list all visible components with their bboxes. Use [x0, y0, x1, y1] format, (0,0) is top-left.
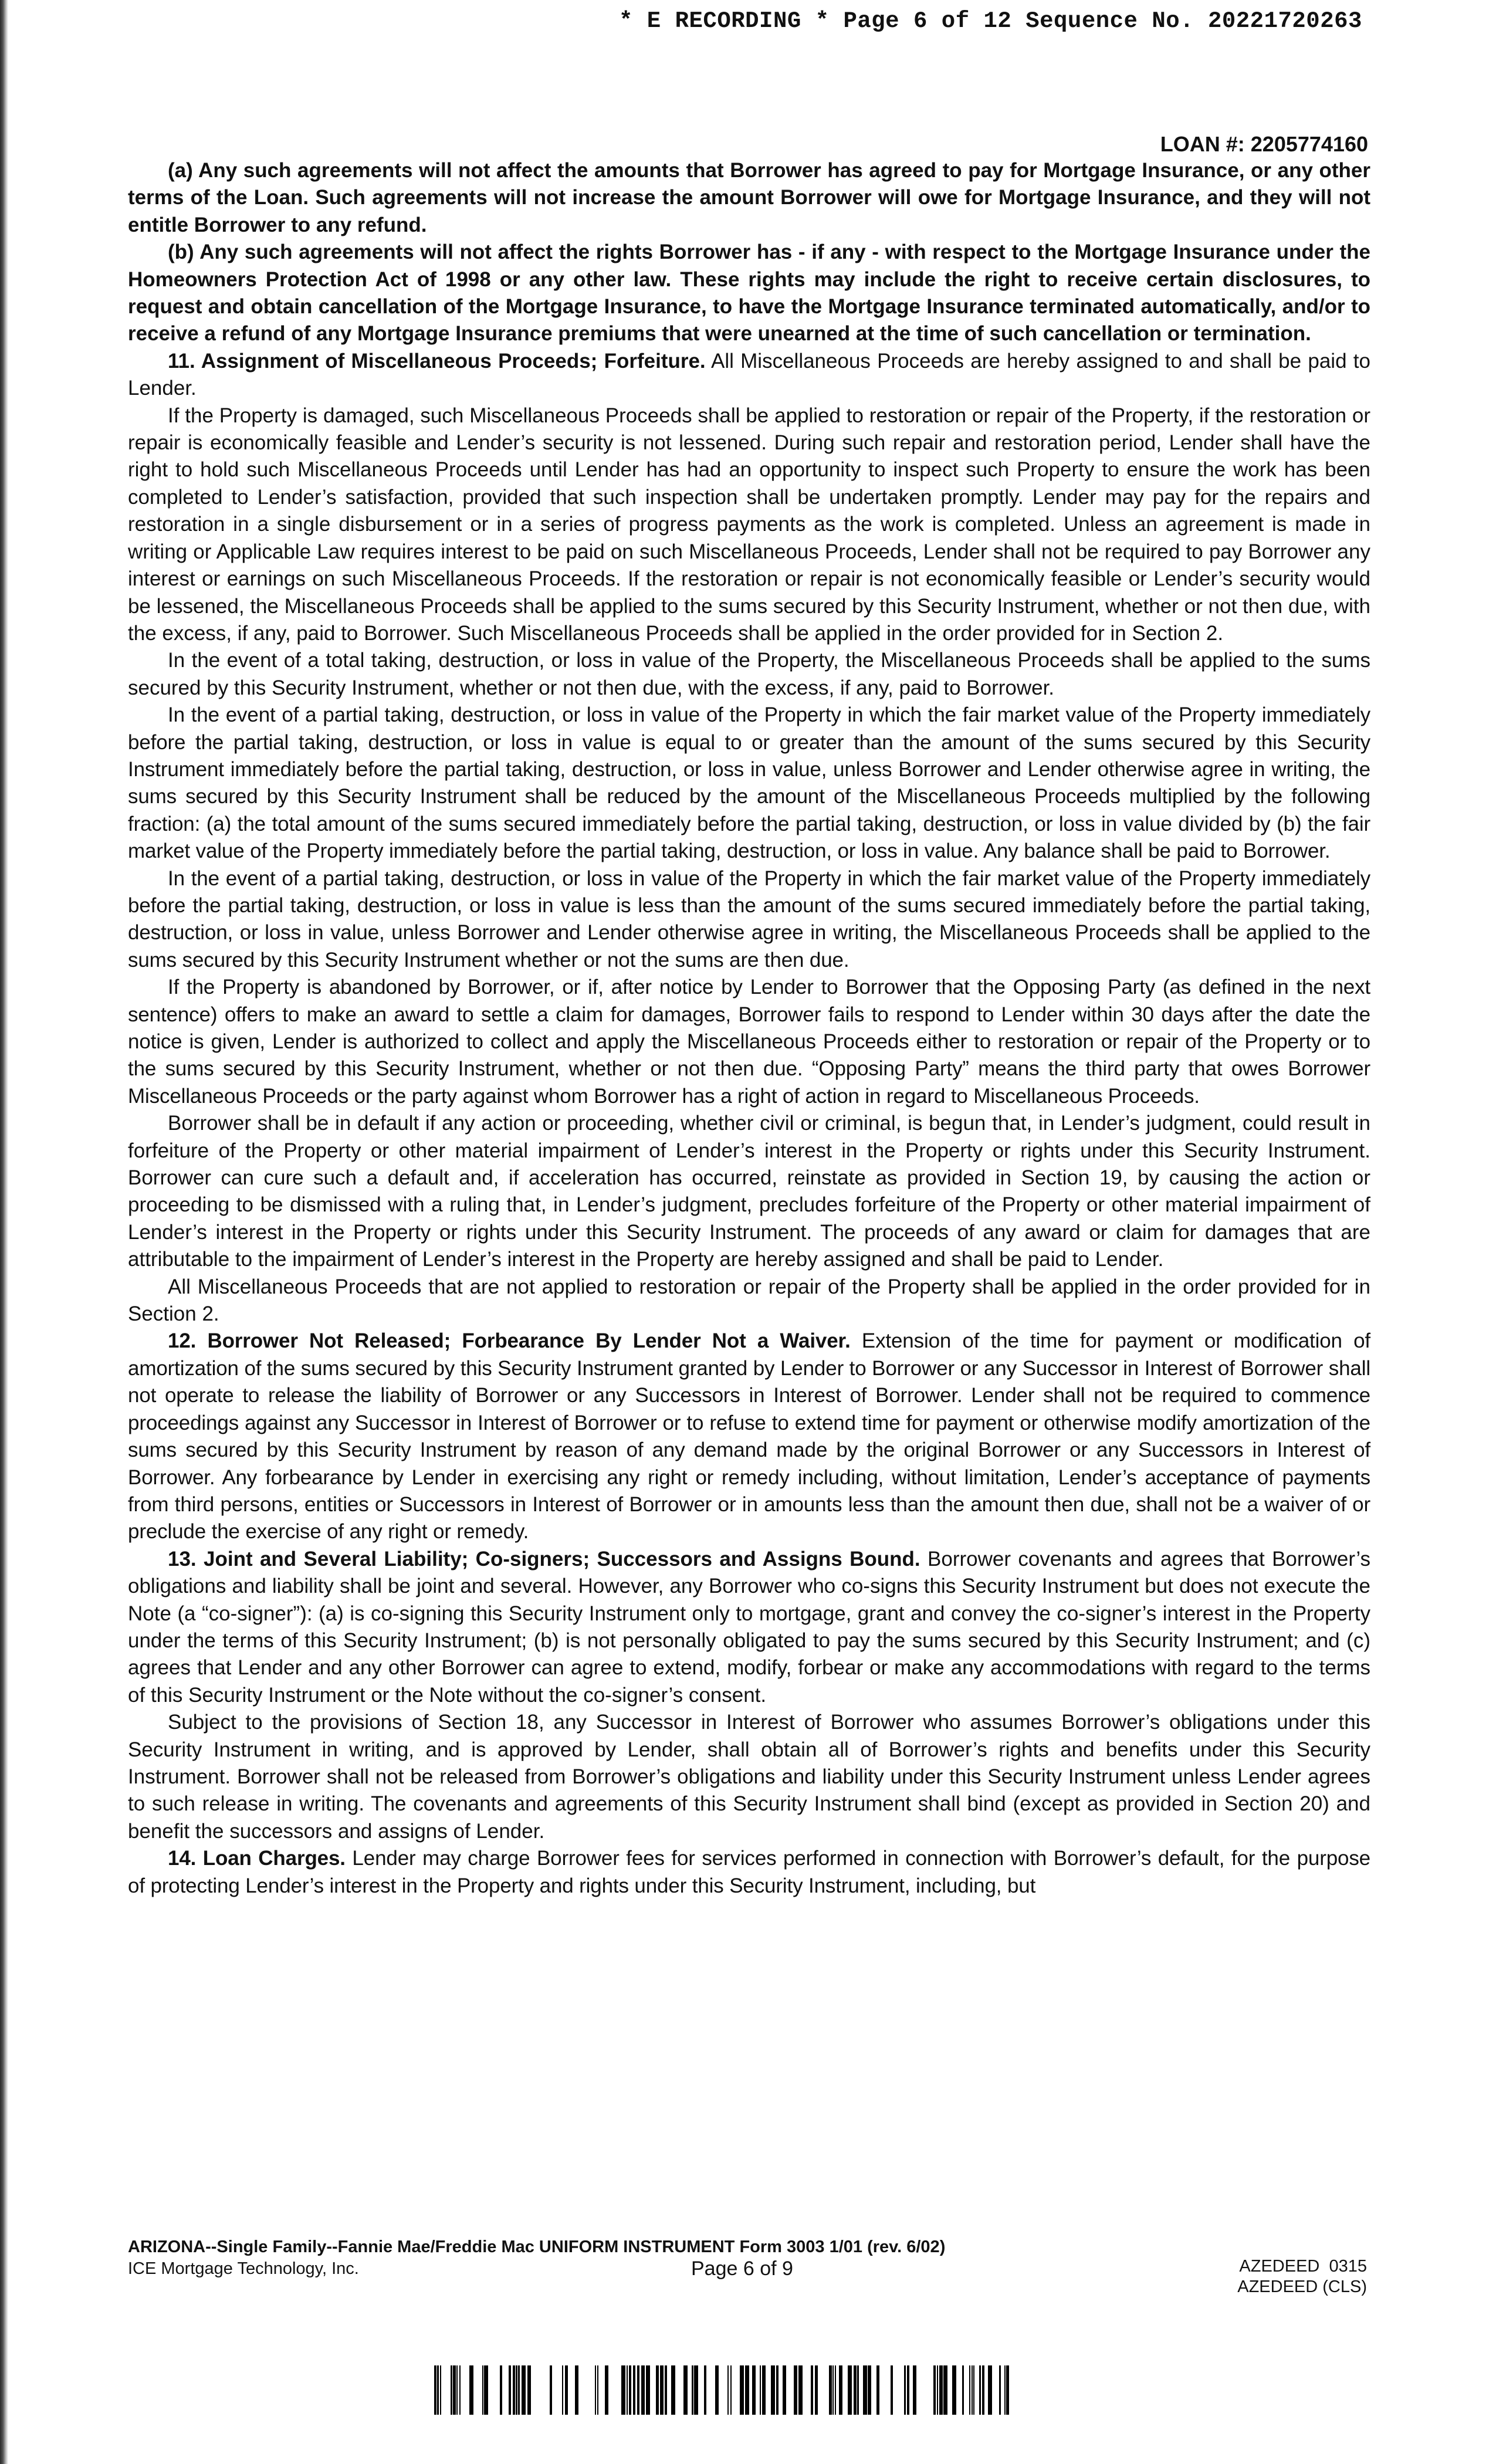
- barcode-bar: [646, 2365, 650, 2415]
- barcode-bar: [982, 2365, 984, 2415]
- barcode-bar: [575, 2365, 578, 2415]
- page-number: Page 6 of 9: [691, 2257, 793, 2280]
- form-code-cls: AZEDEED (CLS): [1237, 2277, 1367, 2296]
- barcode-bar: [988, 2365, 992, 2415]
- barcode-bar: [771, 2365, 775, 2415]
- paragraph-text: Extension of the time for payment or modification of amortization of the sums secured by this Security Instrument granted by Lender to Borrower or any Successor in Interest of Borrower shall not operate to release the liability of Borrower or any Successors in Interest of Borrower. Lender shall not be required to commence proceedings against any Successor in Interest of Borrower or to refuse to extend time for payment or otherwise modify amortization of the sums secured by this Security Instrument by reason of any demand made by the original Borrower or any Successors in Interest of Borrower. Any forbearance by Lender in exercising any right or remedy including, without limitation, Lender’s acceptance of payments from third persons, entities or Successors in Interest of Borrower or in amounts less than the amount then due, shall not be a waiver of or preclude the exercise of any right or remedy.: [128, 1329, 1370, 1544]
- barcode-bar: [459, 2365, 461, 2415]
- barcode-bar: [518, 2365, 520, 2415]
- paragraph-text: Borrower shall be in default if any action or proceeding, whether civil or criminal, is begun that, in Lender’s judgment, could result in forfeiture of the Property or other material impairment of Lender’s interest in the Property or rights under this Security Instrument. Borrower can cure such a default and, if acceleration has occurred, reinstate as provided in Section 19, by causing the action or proceeding to be dismissed with a ruling that, in Lender’s judgment, precludes forfeiture of the Property or other material impairment of Lender’s interest in the Property or rights under this Security Instrument. The proceeds of any award or claim for damages that are attributable to the impairment of Lender’s interest in the Property are hereby assigned and shall be paid to Lender.: [128, 1112, 1370, 1271]
- barcode-bar: [937, 2365, 938, 2415]
- barcode-bar: [839, 2365, 842, 2415]
- barcode-bar: [952, 2365, 956, 2415]
- paragraph-text: Borrower covenants and agrees that Borrower’s obligations and liability shall be joint and several. However, any Borrower who co-signs this Security Instrument but does not execute the Note (a “co-signer”): (a) is co-signing this Security Instrument only to mortgage, grant and convey the co-signer’s interest in the Property under the terms of this Security Instrument; (b) is not personally obligated to pay the sums secured by this Security Instrument; and (c) agrees that Lender and any other Borrower can agree to extend, modify, forbear or make any accommodations with regard to the terms of this Security Instrument or the Note without the co-signer’s consent.: [128, 1547, 1370, 1707]
- paragraph-property-damaged: [128, 402, 1370, 648]
- barcode: [434, 2365, 1009, 2415]
- form-title: ARIZONA--Single Family--Fannie Mae/Freddie Mac UNIFORM INSTRUMENT Form 3003 1/01 (rev. 6/02): [128, 2238, 946, 2256]
- barcode-bar: [907, 2365, 909, 2415]
- barcode-bar: [1004, 2365, 1006, 2415]
- loan-number: LOAN #: 2205774160: [1160, 132, 1368, 156]
- barcode-bar: [752, 2365, 756, 2415]
- barcode-bar: [876, 2365, 879, 2415]
- barcode-bar: [451, 2365, 452, 2415]
- paragraph-partial-taking-greater: [128, 702, 1370, 865]
- paragraph-text: Subject to the provisions of Section 18, any Successor in Interest of Borrower who assumes Borrower’s obligations under this Security Instrument in writing, and is approved by Lender, shall obtain all of Borrower’s rights and benefits under this Security Instrument. Borrower shall not be released from Borrower’s obligations and liability under this Security Instrument unless Lender agrees to such release in writing. The covenants and agreements of this Security Instrument shall bind (except as provided in Section 20) and benefit the successors and assigns of Lender.: [128, 1711, 1370, 1843]
- paragraph-abandoned: [128, 974, 1370, 1110]
- barcode-bar: [815, 2365, 818, 2415]
- paragraph-text: (b) Any such agreements will not affect the rights Borrower has - if any - with respect to the Mortgage Insurance under the Homeowners Protection Act of 1998 or any other law. These rights may include the right to receive certain disclosures, to request and obtain cancellation of the Mortgage Insurance, to have the Mortgage Insurance terminated automatically, and/or to receive a refund of any Mortgage Insurance premiums that were unearned at the time of such cancellation or termination.: [128, 241, 1370, 346]
- paragraph-text: Lender may charge Borrower fees for services performed in connection with Borrower’s default, for the purpose of protecting Lender’s interest in the Property and rights under this Security Instrument, including, but: [128, 1847, 1371, 1897]
- barcode-bar: [683, 2365, 688, 2415]
- barcode-bar: [633, 2365, 635, 2415]
- barcode-bar: [832, 2365, 834, 2415]
- barcode-bar: [972, 2365, 973, 2415]
- paragraph-10a: [128, 157, 1370, 239]
- barcode-bar: [835, 2365, 836, 2415]
- barcode-bar: [527, 2365, 531, 2415]
- paragraph-text: If the Property is damaged, such Miscellaneous Proceeds shall be applied to restoration or repair of the Property, if the restoration or repair is economically feasible and Lender’s security is not lessened. During such repair and restoration period, Lender shall have the right to hold such Miscellaneous Proceeds until Lender has had an opportunity to inspect such Property to ensure the work has been completed to Lender’s satisfaction, provided that such inspection shall be undertaken promptly. Lender may pay for the repairs and restoration in a single disbursement or in a series of progress payments as the work is completed. Unless an agreement is made in writing or Applicable Law requires interest to be paid on such Miscellaneous Proceeds, Lender shall not be required to pay Borrower any interest or earnings on such Miscellaneous Proceeds. If the restoration or repair is not economically feasible or Lender’s security would be lessened, the Miscellaneous Proceeds shall be applied to the sums secured by this Security Instrument, whether or not then due, with the excess, if any, paid to Borrower. Such Miscellaneous Proceeds shall be applied in the order provided for in Section 2.: [128, 404, 1370, 645]
- scan-edge-shadow: [0, 0, 8, 2464]
- barcode-bar: [762, 2365, 766, 2415]
- barcode-bar: [500, 2365, 502, 2415]
- barcode-bar: [671, 2365, 675, 2415]
- barcode-bar: [516, 2365, 517, 2415]
- barcode-bar: [597, 2365, 598, 2415]
- barcode-bar: [660, 2365, 664, 2415]
- barcode-bar: [854, 2365, 857, 2415]
- barcode-bar: [453, 2365, 456, 2415]
- barcode-bar: [979, 2365, 981, 2415]
- barcode-bar: [456, 2365, 458, 2415]
- barcode-bar: [437, 2365, 439, 2415]
- barcode-bar: [1006, 2365, 1009, 2415]
- paragraph-text: All Miscellaneous Proceeds are hereby assigned to and shall be paid to Lender.: [128, 349, 1370, 400]
- barcode-bar: [522, 2365, 526, 2415]
- barcode-bar: [704, 2365, 706, 2415]
- section-13: [128, 1546, 1370, 1709]
- form-code: AZEDEED 0315: [1239, 2257, 1367, 2276]
- barcode-bar: [745, 2365, 749, 2415]
- barcode-bar: [962, 2365, 964, 2415]
- barcode-bar: [776, 2365, 779, 2415]
- barcode-bar: [715, 2365, 719, 2415]
- barcode-bar: [627, 2365, 628, 2415]
- barcode-bar: [509, 2365, 511, 2415]
- paragraph-successor: [128, 1709, 1370, 1845]
- barcode-bar: [565, 2365, 568, 2415]
- barcode-bar: [629, 2365, 631, 2415]
- footer-form-info: [128, 2236, 945, 2280]
- section-11: [128, 348, 1370, 402]
- paragraph-order-applied: [128, 1274, 1370, 1328]
- barcode-bar: [868, 2365, 871, 2415]
- barcode-bar: [656, 2365, 659, 2415]
- barcode-bar: [550, 2365, 552, 2415]
- barcode-bar: [783, 2365, 786, 2415]
- barcode-bar: [727, 2365, 729, 2415]
- barcode-bar: [482, 2365, 483, 2415]
- paragraph-text: (a) Any such agreements will not affect the amounts that Borrower has agreed to pay for Mortgage Insurance, or any other terms of the Loan. Such agreements will not increase the amount Borrower will owe for Mortgage Insurance, and they will not entitle Borrower to any refund.: [128, 159, 1370, 236]
- barcode-bar: [999, 2365, 1001, 2415]
- paragraph-total-taking: [128, 647, 1370, 702]
- barcode-bar: [933, 2365, 936, 2415]
- barcode-bar: [621, 2365, 625, 2415]
- barcode-bar: [740, 2365, 744, 2415]
- footer-form-codes: [1237, 2256, 1367, 2297]
- barcode-bar: [857, 2365, 859, 2415]
- barcode-bar: [798, 2365, 803, 2415]
- barcode-bar: [595, 2365, 596, 2415]
- barcode-bar: [973, 2365, 974, 2415]
- barcode-bar: [469, 2365, 473, 2415]
- barcode-bar: [605, 2365, 608, 2415]
- barcode-bar: [730, 2365, 732, 2415]
- paragraph-default: [128, 1110, 1370, 1273]
- barcode-bar: [641, 2365, 645, 2415]
- barcode-bar: [969, 2365, 970, 2415]
- barcode-bar: [829, 2365, 832, 2415]
- barcode-bar: [637, 2365, 639, 2415]
- section-14: [128, 1845, 1370, 1900]
- section-heading: 14. Loan Charges.: [168, 1847, 346, 1870]
- company-name: ICE Mortgage Technology, Inc.: [128, 2259, 359, 2278]
- barcode-bar: [848, 2365, 852, 2415]
- section-heading: 11. Assignment of Miscellaneous Proceeds; Forfeiture.: [168, 349, 706, 373]
- barcode-bar: [913, 2365, 916, 2415]
- barcode-bar: [811, 2365, 813, 2415]
- section-heading: 12. Borrower Not Released; Forbearance By Lender Not a Waiver.: [168, 1329, 851, 1353]
- barcode-bar: [794, 2365, 797, 2415]
- barcode-bar: [562, 2365, 563, 2415]
- recording-header: * E RECORDING * Page 6 of 12 Sequence No. 20221720263: [619, 8, 1362, 34]
- barcode-bar: [891, 2365, 893, 2415]
- barcode-bar: [665, 2365, 667, 2415]
- barcode-bar: [692, 2365, 693, 2415]
- document-body: [128, 157, 1370, 1900]
- barcode-bar: [484, 2365, 488, 2415]
- paragraph-text: If the Property is abandoned by Borrower, or if, after notice by Lender to Borrower that the Opposing Party (as defined in the next sentence) offers to make an award to settle a claim for damages, Borrower fails to respond to Lender within 30 days after the date the notice is given, Lender is authorized to collect and apply the Miscellaneous Proceeds either to restoration or repair of the Property or to the sums secured by this Security Instrument, whether or not then due. “Opposing Party” means the third party that owes Borrower Miscellaneous Proceeds or the party against whom Borrower has a right of action in regard to Miscellaneous Proceeds.: [128, 976, 1370, 1108]
- paragraph-text: In the event of a partial taking, destruction, or loss in value of the Property in which the fair market value of the Property immediately before the partial taking, destruction, or loss in value is less than the amount of the sums secured immediately before the partial taking, destruction, or loss in value, unless Borrower and Lender otherwise agree in writing, the Miscellaneous Proceeds shall be applied to the sums secured by this Security Instrument whether or not the sums are then due.: [128, 867, 1370, 972]
- barcode-bar: [440, 2365, 441, 2415]
- barcode-bar: [904, 2365, 906, 2415]
- barcode-bar: [434, 2365, 436, 2415]
- barcode-bar: [694, 2365, 698, 2415]
- paragraph-text: In the event of a total taking, destruction, or loss in value of the Property, the Miscellaneous Proceeds shall be applied to the sums secured by this Security Instrument, whether or not then due, with the excess, if any, paid to Borrower.: [128, 649, 1370, 699]
- section-12: [128, 1328, 1370, 1545]
- barcode-bar: [760, 2365, 761, 2415]
- paragraph-text: In the event of a partial taking, destruction, or loss in value of the Property in which the fair market value of the Property immediately before the partial taking, destruction, or loss in value is equal to or greater than the amount of the sums secured by this Security Instrument immediately before the partial taking, destruction, or loss in value, unless Borrower and Lender otherwise agree in writing, the sums secured by this Security Instrument shall be reduced by the amount of the Miscellaneous Proceeds multiplied by the following fraction: (a) the total amount of the sums secured immediately before the partial taking, destruction, or loss in value divided by (b) the fair market value of the Property immediately before the partial taking, destruction, or loss in value. Any balance shall be paid to Borrower.: [128, 703, 1370, 863]
- barcode-bar: [943, 2365, 947, 2415]
- section-heading: 13. Joint and Several Liability; Co-signers; Successors and Assigns Bound.: [168, 1547, 920, 1571]
- barcode-bar: [863, 2365, 867, 2415]
- barcode-bar: [513, 2365, 515, 2415]
- paragraph-partial-taking-less: [128, 865, 1370, 974]
- paragraph-text: All Miscellaneous Proceeds that are not applied to restoration or repair of the Property shall be applied in the order provided for in Section 2.: [128, 1275, 1370, 1326]
- paragraph-10b: [128, 239, 1370, 348]
- barcode-bar: [939, 2365, 943, 2415]
